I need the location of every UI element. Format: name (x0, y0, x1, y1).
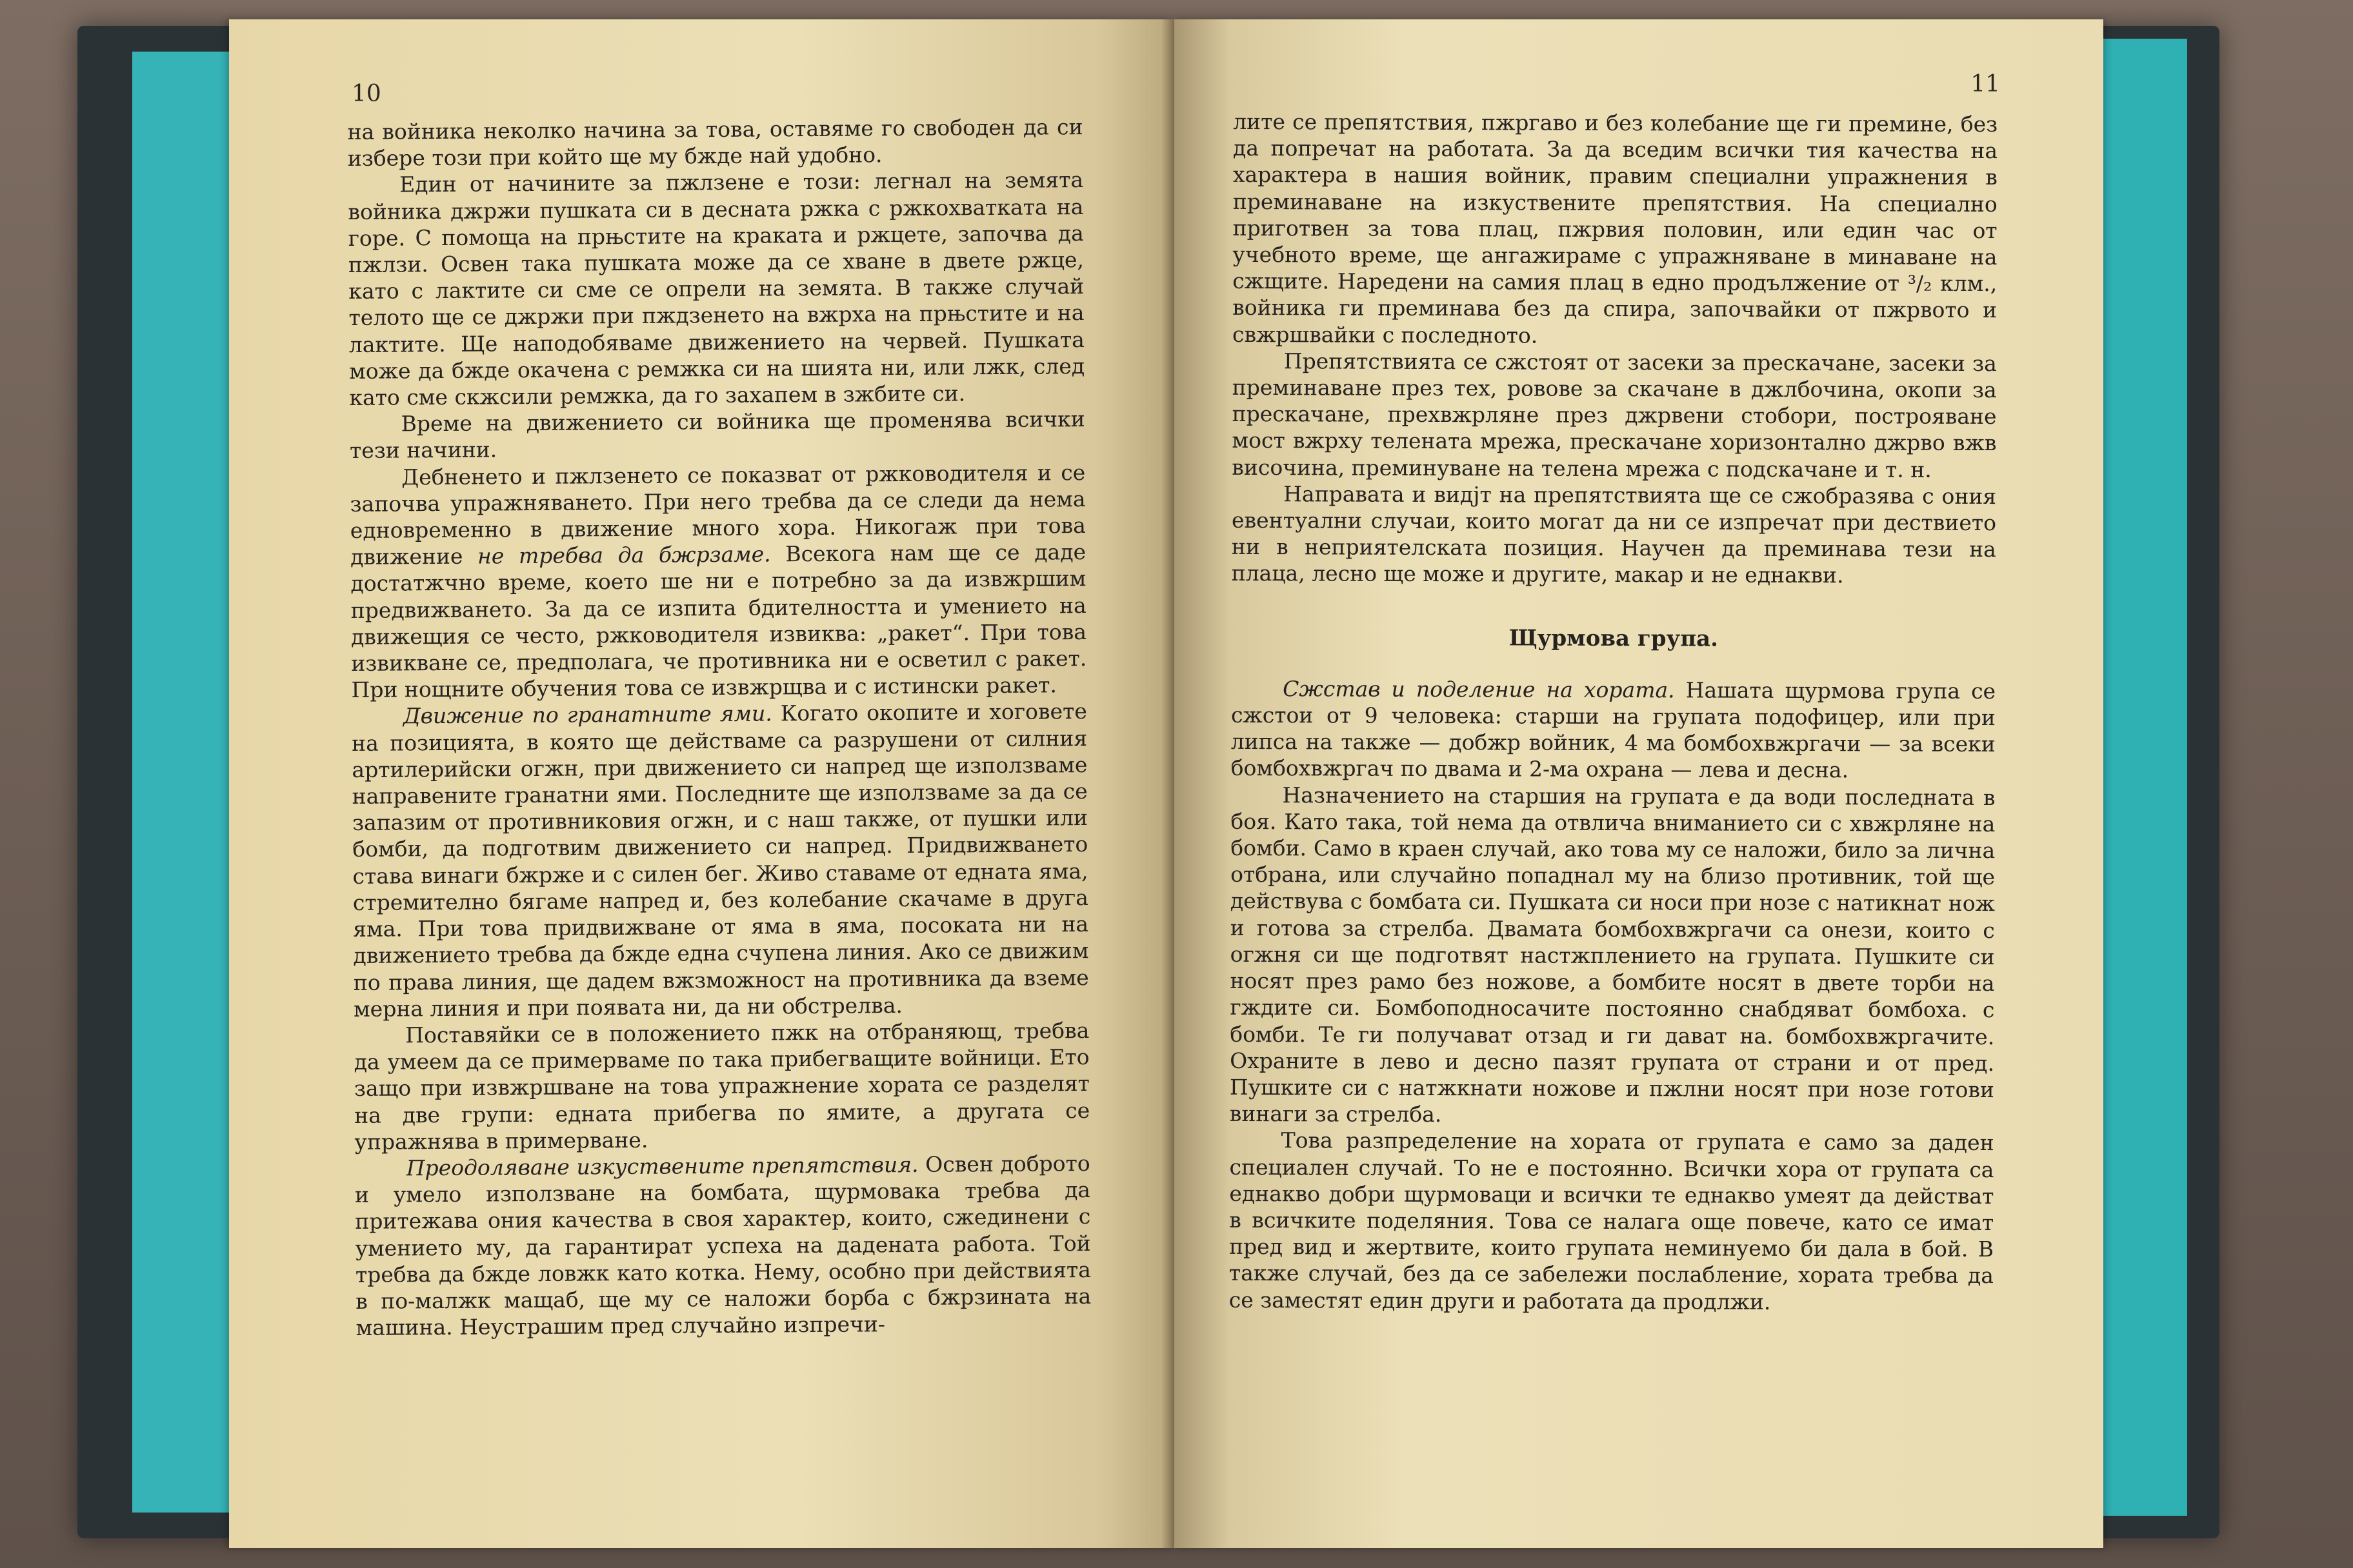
page-number-left: 10 (352, 81, 381, 107)
paragraph (355, 1150, 1092, 1341)
left-page (229, 19, 1174, 1548)
paragraph-text: Когато окопите и хоговете на позицията, в която ще действаме са разрушени от силния артилерийски огжн, при движението си напред ще използваме направените гранатни ями. Последните ще използваме за да се запазим от противниковия огжн, и с наш также, от пушки или бомби, да подготвим движението си напред. Придвижването става винаги бжрже и с силен бег. Живо ставаме от едната яма, стремително бягаме напред и, без колебание скачаме в друга яма. При това придвижване от яма в яма, посоката ни на движението требва да бжде една счупена линия. Ако се движим по права линия, ще дадем вжзможност на противника да вземе мерна линия и при появата ни, да ни обстрелва. (352, 699, 1089, 1022)
emphasis-text: не требва да бжрзаме. (477, 541, 771, 569)
paragraph-text: лите се препятствия, пжргаво и без колебание ще ги преминe, без да попречат на работата. За да вседим всички тия качества на характера в нашия войник, правим специални упражнения в преминаване на изкуствените препятствия. На специално приготвен за това плац, пжрвия половин, или един час от учебното време, ще ангажираме с упражняване в минаване на сжщите. Наредени на самия плац в едно продължение от ³/₂ клм., войника ги преминава без да спира, започвайки от пжрвото и свжршвайки с последното. (1232, 108, 1998, 348)
paragraph (350, 459, 1087, 704)
paragraph (1229, 1127, 1994, 1316)
section-heading: Щурмова група. (1508, 625, 1719, 652)
paragraph (348, 166, 1085, 411)
left-page-text (347, 114, 1091, 1341)
paragraph (1230, 782, 1996, 1130)
paragraph (1232, 481, 1997, 590)
section-title: Движение по гранатните ями. (403, 700, 772, 729)
page-number-right: 11 (1970, 71, 2000, 97)
paragraph-text: Препятствията се сжстоят от засеки за прескачане, засеки за преминаване през тех, ровове за скачане в джлбочина, окопи за прескачане, прехвжрляне през джрвени стобори, построяване мост вжрху телената мрежа, прескачане хоризонтално джрво вжв височина, преминуване на телена мрежа с подскачане и т. н. (1232, 348, 1997, 482)
paragraph (1232, 348, 1997, 483)
section-title: Преодоляване изкуствените препятствия. (406, 1151, 919, 1181)
paragraph (354, 1017, 1090, 1155)
paragraph-text: Един от начините за пжлзене е този: легнал на земята войника джржи пушката си в десната ржка с ржкохватката на горе. С помоща на прњстите на краката и ржцете, започва да пжлзи. Освен така пушката може да се хване в двете ржце, като с лактите си сме се опрели на земята. В также случай телото ще се джржи при пждзенето на вжрха на прњстите и на лактите. Ще наподобяваме движението на червей. Пушката може да бжде окачена с ремжка си на шията ни, или лжк, след като сме скжсили ремжка, да го захапем в зжбите си. (348, 167, 1085, 411)
paragraph (1232, 108, 1998, 350)
paragraph-text: Назначението на старшия на групата е да води последната в боя. Като така, той нема да отвлича вниманието си с хвжрляне на бомби. Само в краен случай, ако това му се наложи, било за лична отбрана, или случайно попаднал му на близо противник, той ще действува с бомбата си. Пушката си носи при нозе с натикнат нож и готова за стрелба. Двамата бомбохвжргачи са онези, които с огжня си ще подготвят настжплението на групата. Пушките си носят през рамо без ножове, а бомбите носят в двете торби на гждите си. Бомбоподносачите постоянно снабдяват бомбоха. с бомби. Те ги получават отзад и ги дават на. бомбохвжргачите. Охраните в лево и десно пазят групата от страни и от пред. Пушките си с натжкнати ножове и пжлни носят при нозе готови винаги за стрелба. (1229, 782, 1996, 1127)
paragraph-text: Направата и видjт на препятствията ще се сжобразява с ония евентуални случаи, които могат да ни се изпречат при дествието ни в неприятелската позиция. Научен да преминава тези на плаца, лесно ще може и другите, макар и не еднакви. (1231, 481, 1997, 588)
paragraph-text: Всекога нам ще се даде достатжчно време, което ше ни е потребно за да извжршим предвижването. За да се изпита бдителността и умението на движещия се често, ржководителя извиква: „ракет“. При това извикване се, предполага, че противника ни е осветил с ракет. При нощните обучения това се извжрщва и с истински ракет. (350, 539, 1087, 703)
paragraph-text: Освен доброто и умело използване на бомбата, щурмовака требва да притежава ония качества в своя характер, които, сжединени с умението му, да гарантират успеха на дадената работа. Той требва да бжде ловжк като котка. Нему, особно при действията в по-малжк мащаб, ще му се наложи борба с бжрзината на машина. Неустрашим пред случайно изпречи- (354, 1150, 1092, 1341)
paragraph (352, 698, 1089, 1022)
paragraph (347, 114, 1083, 172)
section-title: Сжстав и поделение на хората. (1283, 676, 1675, 703)
paragraph-text: Нашата щурмова група се сжстои от 9 человека: старши на групата подофицер, или при липса на также — добжр войник, 4 ма бомбохвжргачи — за всеки бомбохвжргач по двама и 2-ма охрана — лева и десна. (1230, 677, 1996, 783)
paragraph-text: Дебненето и пжлзенето се показват от ржководителя и се започва упражняването. При него требва да се следи да нема едновременно в движение много хора. Никогаж при това движение (350, 459, 1086, 570)
paragraph (350, 406, 1086, 464)
right-page (1174, 19, 2103, 1548)
right-page-text (1229, 108, 1998, 1316)
paragraph (1231, 675, 1996, 784)
paragraph-text: на войника неколко начина за това, оставяме го свободен да си избере този при който ще му бжде най удобно. (347, 114, 1083, 172)
paragraph-text: Време на движението си войника ще променява всички тези начини. (349, 406, 1085, 464)
paragraph-text: Това разпределение на хората от групата е само за даден специален случай. То не е постоянно. Всички хора от групата са еднакво добри щурмоваци и всички те еднакво умеят да действат в всичките поделяния. Това се налага още повече, като се имат пред вид и жертвите, които групата неминуемо би дала в бой. В также случай, без да се забележи послабление, хората требва да се заместят един други и работата да продлжи. (1228, 1127, 1994, 1315)
paragraph-text: Поставяйки се в положението пжк на отбраняющ, требва да умеем да се примерваме по така прибегващите войници. Ето защо при извжршване на това упражнение хората се разделят на две групи: едната прибегва по ямите, а другата се упражнява в примерване. (354, 1017, 1090, 1155)
